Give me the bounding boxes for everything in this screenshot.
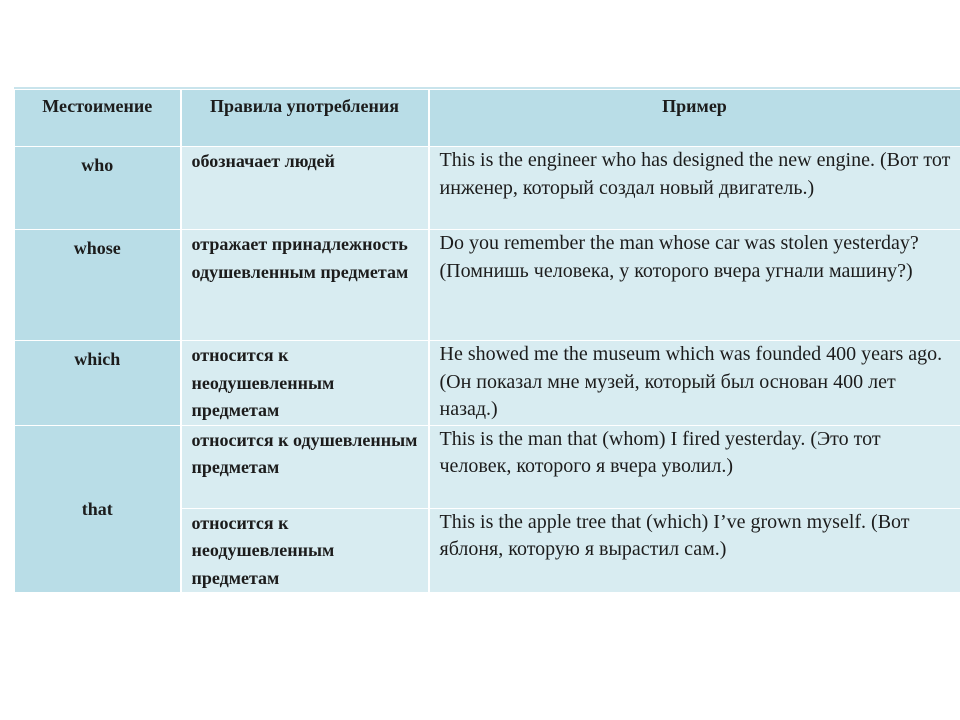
- pronoun-cell: that: [15, 425, 181, 593]
- pronouns-table: [14, 89, 960, 593]
- pronoun-cell: whose: [15, 230, 181, 341]
- header-rules: Правила употребления: [181, 90, 429, 147]
- example-cell: This is the man that (whom) I fired yesterday. (Это тот человек, которого я вчера уволил.): [429, 425, 960, 508]
- table-row: [15, 425, 960, 508]
- example-cell: He showed me the museum which was founded 400 years ago. (Он показал мне музей, который был основан 400 лет назад.): [429, 341, 960, 426]
- pronoun-cell: who: [15, 147, 181, 230]
- rule-cell: обозначает людей: [181, 147, 429, 230]
- table-row: [15, 341, 960, 426]
- rule-cell: отражает принадлежность одушевленным предметам: [181, 230, 429, 341]
- table-row: [15, 230, 960, 341]
- example-cell: Do you remember the man whose car was stolen yesterday? (Помнишь человека, у которого вчера угнали машину?): [429, 230, 960, 341]
- example-cell: This is the apple tree that (which) I’ve grown myself. (Вот яблоня, которую я вырастил сам.): [429, 508, 960, 593]
- header-example: Пример: [429, 90, 960, 147]
- pronoun-cell: which: [15, 341, 181, 426]
- rule-cell: относится к одушевленным предметам: [181, 425, 429, 508]
- rule-cell: относится к неодушевленным предметам: [181, 508, 429, 593]
- example-cell: This is the engineer who has designed the new engine. (Вот тот инженер, который создал новый двигатель.): [429, 147, 960, 230]
- rule-cell: относится к неодушевленным предметам: [181, 341, 429, 426]
- table-header-row: [15, 90, 960, 147]
- header-pronoun: Местоимение: [15, 90, 181, 147]
- table-row: [15, 147, 960, 230]
